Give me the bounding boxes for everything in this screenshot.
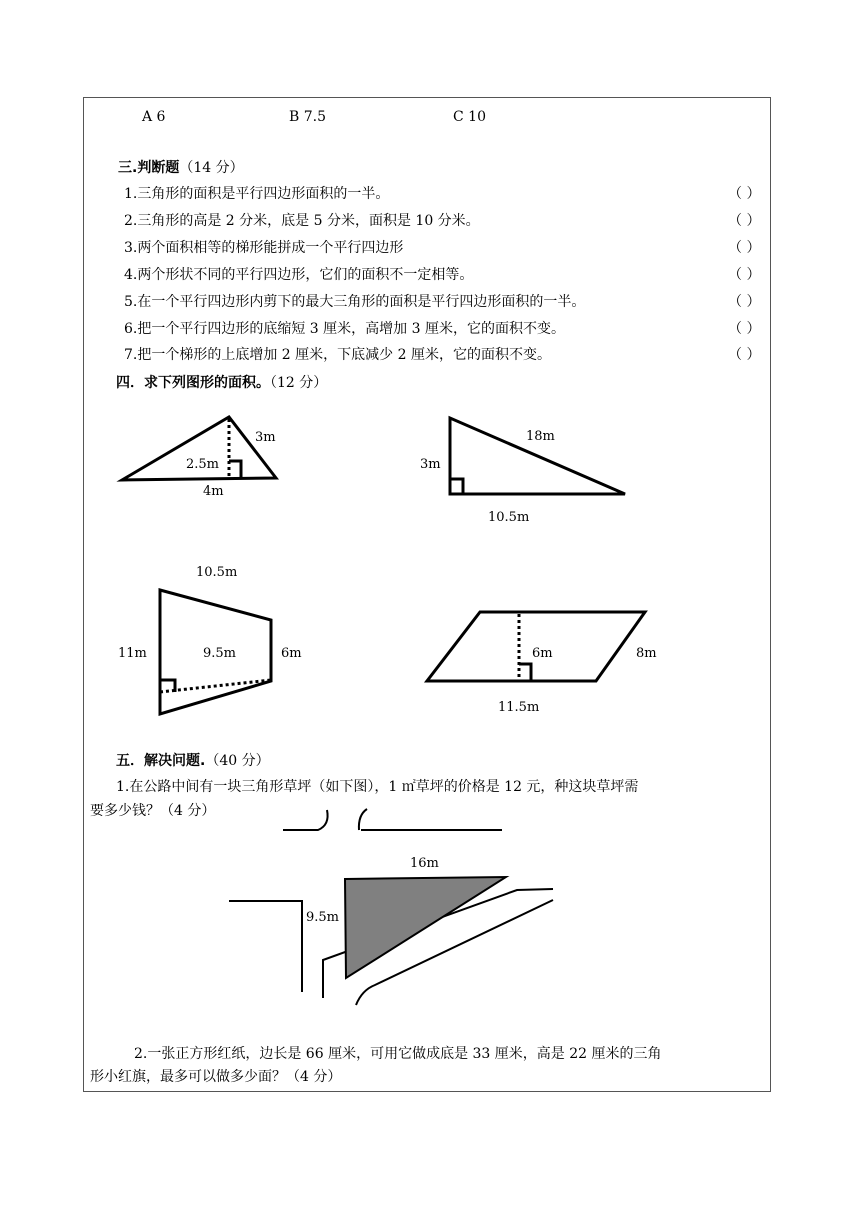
section5-heading [116, 752, 270, 770]
fig4-side-label: 8m [636, 646, 657, 661]
fig1-side-label: 3m [255, 430, 276, 445]
fig2-height-label: 3m [420, 457, 441, 472]
fig4-base-label: 11.5m [498, 700, 540, 715]
lawn-top-label: 16m [410, 856, 439, 871]
lawn-left-label: 9.5m [306, 910, 340, 925]
option-a: A 6 [142, 109, 166, 125]
fig3-top-label: 10.5m [196, 565, 238, 580]
section5-score: （40 分） [205, 753, 270, 769]
fig2-base-label: 10.5m [488, 510, 530, 525]
fig3-height-label: 9.5m [203, 646, 237, 661]
answer-paren-7[interactable]: （ ） [728, 347, 761, 363]
q1-line-1: 1.在公路中间有一块三角形草坪（如下图），1 ㎡草坪的价格是 12 元，种这块草坪需 [116, 779, 639, 795]
answer-paren-4[interactable]: （ ） [728, 267, 761, 283]
option-c: C 10 [453, 109, 486, 125]
section5-title: 五．解决问题. [116, 753, 206, 769]
fig3-right-label: 6m [281, 646, 302, 661]
fig1-base-label: 4m [203, 484, 224, 499]
section3-score: （14 分） [179, 160, 244, 176]
section4-title: 四．求下列图形的面积。 [116, 375, 270, 391]
fig4-height-label: 6m [532, 646, 553, 661]
judge-item-4: 4.两个形状不同的平行四边形，它们的面积不一定相等。 [124, 267, 474, 283]
judge-item-7: 7.把一个梯形的上底增加 2 厘米，下底减少 2 厘米，它的面积不变。 [124, 347, 551, 363]
judge-item-5: 5.在一个平行四边形内剪下的最大三角形的面积是平行四边形面积的一半。 [124, 294, 586, 310]
judge-item-3: 3.两个面积相等的梯形能拼成一个平行四边形 [124, 240, 404, 256]
q1-line-2: 要多少钱？（4 分） [90, 803, 216, 819]
fig3-left-label: 11m [118, 646, 147, 661]
fig1-height-label: 2.5m [186, 457, 220, 472]
q2-line-2: 形小红旗，最多可以做多少面？（4 分） [90, 1069, 342, 1085]
judge-item-2: 2.三角形的高是 2 分米，底是 5 分米，面积是 10 分米。 [124, 213, 480, 229]
figure-road-lawn [229, 809, 553, 1005]
answer-paren-2[interactable]: （ ） [728, 213, 761, 229]
q2-line-1: 2.一张正方形红纸，边长是 66 厘米，可用它做成底是 33 厘米，高是 22 厘米的三角 [134, 1046, 662, 1062]
judge-item-6: 6.把一个平行四边形的底缩短 3 厘米，高增加 3 厘米，它的面积不变。 [124, 321, 565, 337]
answer-paren-5[interactable]: （ ） [728, 294, 761, 310]
section4-score: （12 分） [270, 375, 328, 391]
option-b: B 7.5 [289, 109, 327, 125]
judge-item-1: 1.三角形的面积是平行四边形面积的一半。 [124, 186, 390, 202]
answer-paren-6[interactable]: （ ） [728, 321, 761, 337]
answer-paren-3[interactable]: （ ） [728, 240, 761, 256]
section3-title: 三.判断题 [118, 160, 180, 176]
fig2-hyp-label: 18m [526, 429, 555, 444]
answer-paren-1[interactable]: （ ） [728, 186, 761, 202]
